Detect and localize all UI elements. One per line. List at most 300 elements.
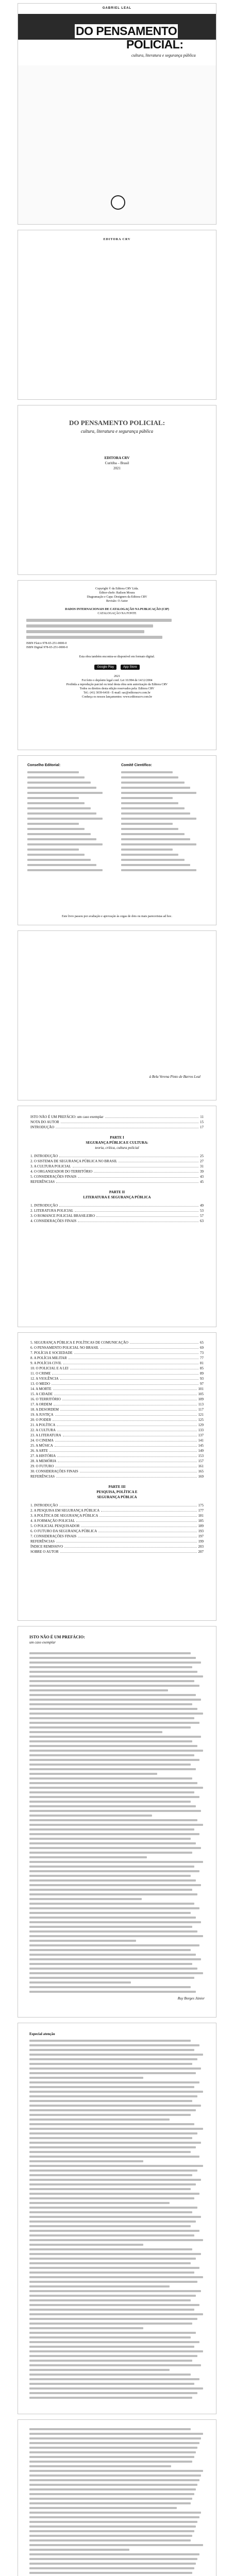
text-line — [29, 1866, 194, 1868]
text-line — [29, 2539, 191, 2541]
toc2-part3-label: PARTE III — [108, 1485, 126, 1489]
toc-leader — [59, 1503, 196, 1506]
isbn-print: ISBN Físico 978-65-251-0000-0 — [26, 642, 67, 645]
toc-entry[interactable] — [30, 1428, 204, 1433]
text-line — [29, 2498, 192, 2500]
toc-entry[interactable] — [30, 1523, 204, 1529]
text-line — [29, 1968, 197, 1970]
toc-entry[interactable] — [30, 1174, 204, 1179]
toc-entry[interactable] — [30, 1397, 204, 1402]
text-line — [29, 2054, 203, 2056]
text-line — [29, 2364, 201, 2366]
text-line — [29, 2428, 191, 2430]
board-left-list — [27, 771, 113, 871]
text-line — [29, 2397, 192, 2399]
toc-entry[interactable] — [30, 1474, 204, 1479]
toc-entry[interactable] — [30, 1366, 204, 1371]
text-line — [29, 1949, 191, 1951]
board-member-line — [121, 838, 190, 840]
preface-subtitle: um caso exemplar — [29, 1640, 56, 1645]
board-member-line — [121, 818, 196, 820]
board-member-line — [27, 807, 91, 809]
toc-entry[interactable] — [30, 1503, 204, 1508]
text-line — [29, 2225, 191, 2227]
text-line — [29, 2123, 194, 2125]
text-line — [29, 1694, 196, 1696]
toc-entry[interactable] — [30, 1213, 204, 1218]
toc-entry-label: 6. O PENSAMENTO POLICIAL NO BRASIL — [30, 1346, 99, 1350]
text-line — [29, 2077, 143, 2079]
text-line — [29, 2470, 203, 2472]
toc-entry[interactable] — [30, 1218, 204, 1224]
cip-block — [26, 619, 208, 639]
toc-entry-label: 5. O POLICIAL PESQUISADOR — [30, 1524, 80, 1528]
toc-entry-label: 25. A MÚSICA — [30, 1444, 53, 1448]
toc-leader — [60, 1549, 197, 1553]
toc-entry[interactable] — [30, 1513, 204, 1518]
text-line — [29, 2442, 199, 2444]
toc-entry[interactable] — [30, 1448, 204, 1453]
toc-entry[interactable] — [30, 1407, 204, 1412]
text-line — [29, 1940, 136, 1942]
toc-entry-label: 13. O MEDO — [30, 1382, 50, 1386]
rights-phone: Tel.: (41) 3039-6418 - E-mail: sac@editoracrv.com.br — [83, 691, 151, 694]
toc-leader — [130, 1340, 198, 1344]
text-line — [29, 1963, 192, 1965]
toc-entry-page: 15 — [200, 1120, 204, 1124]
toc-leader — [105, 1114, 199, 1118]
text-line — [29, 2461, 192, 2463]
toc-leader — [78, 1174, 198, 1178]
toc2-part3-sub: SEGURANÇA PÚBLICA — [97, 1495, 137, 1499]
toc-entry[interactable] — [30, 1154, 204, 1159]
text-line — [29, 1773, 157, 1775]
toc-entry[interactable] — [30, 1459, 204, 1464]
toc-entry[interactable] — [30, 1417, 204, 1422]
toc-leader — [60, 1376, 198, 1380]
toc-entry-label: 24. O CINEMA — [30, 1438, 54, 1443]
toc1-part-title: SEGURANÇA PÚBLICA E CULTURA: — [86, 1141, 148, 1145]
text-line — [29, 2114, 191, 2116]
google-play-label: Google Play — [97, 666, 114, 669]
board-member-line — [27, 782, 91, 784]
text-line — [29, 1685, 199, 1687]
toc-entry[interactable] — [30, 1464, 204, 1469]
text-line — [29, 2299, 191, 2301]
text-line — [29, 2465, 171, 2467]
toc-entry[interactable] — [30, 1469, 204, 1474]
text-line — [29, 2179, 201, 2181]
text-line — [29, 1680, 194, 1682]
board-member-line — [121, 869, 196, 871]
text-line — [29, 2332, 196, 2334]
toc-entry-page: 39 — [200, 1170, 204, 1174]
toc2-part3-list — [30, 1503, 204, 1554]
text-line — [29, 2285, 170, 2287]
text-line — [29, 1703, 192, 1705]
toc-entry-label: 7. POLÍCIA E SOCIEDADE — [30, 1351, 73, 1355]
toc-entry[interactable] — [30, 1453, 204, 1459]
toc-entry[interactable] — [30, 1529, 204, 1534]
toc1-part2-label: PARTE II — [109, 1190, 125, 1194]
board-right-list — [121, 771, 207, 871]
editorial-board-page — [18, 755, 216, 925]
toc-leader — [57, 1453, 196, 1457]
toc-leader — [49, 1448, 196, 1452]
text-line — [29, 2137, 192, 2139]
toc-entry[interactable] — [30, 1340, 204, 1345]
toc-leader — [58, 1459, 196, 1462]
toc2-list — [30, 1340, 204, 1479]
toc-entry-page: 149 — [198, 1449, 204, 1453]
toc-entry[interactable] — [30, 1114, 204, 1120]
toc-leader — [56, 1125, 198, 1128]
text-line — [29, 2049, 194, 2051]
text-line — [29, 2067, 201, 2070]
toc-entry-page: 113 — [198, 1402, 204, 1406]
board-member-line — [27, 771, 79, 773]
board-member-line — [121, 849, 173, 851]
toc-entry[interactable] — [30, 1438, 204, 1443]
cover-subtitle: cultura, literatura e segurança pública — [131, 53, 196, 58]
toc-leader — [98, 1529, 196, 1532]
text-line — [29, 1722, 199, 1724]
toc-entry[interactable] — [30, 1345, 204, 1350]
text-line — [29, 2151, 191, 2153]
toc-leader — [74, 1350, 198, 1354]
board-member-line — [121, 797, 173, 799]
toc-entry-label: 6. O FUTURO DA SEGURANÇA PÚBLICA — [30, 1529, 97, 1533]
toc-entry[interactable] — [30, 1508, 204, 1513]
text-line — [29, 2202, 170, 2204]
board-member-line — [121, 859, 185, 861]
toc-entry-page: 77 — [200, 1356, 204, 1360]
text-line — [29, 2355, 197, 2357]
board-member-line — [27, 828, 85, 830]
text-line — [29, 1689, 168, 1691]
text-line — [29, 2170, 197, 2172]
toc-entry-page: 193 — [198, 1529, 204, 1533]
toc-entry-label: 2. A PESQUISA EM SEGURANÇA PÚBLICA — [30, 1509, 100, 1513]
text-line — [29, 2100, 192, 2102]
text-line — [29, 1717, 194, 1719]
toc-entry[interactable] — [30, 1355, 204, 1361]
text-line — [29, 2521, 197, 2523]
board-member-line — [121, 864, 190, 866]
text-line — [29, 1759, 199, 1761]
toc2-part3-title: PESQUISA, POLÍTICA E — [96, 1490, 138, 1494]
text-line — [29, 1986, 191, 1988]
text-line — [29, 1740, 192, 1742]
toc-entry[interactable] — [30, 1376, 204, 1381]
toc-entry-page: 27 — [200, 1159, 204, 1163]
toc-leader — [75, 1208, 198, 1212]
toc-entry-label: REFERÊNCIAS — [30, 1539, 55, 1544]
toc-leader — [62, 1397, 197, 1400]
title-page — [18, 405, 216, 575]
toc-entry-label: NOTA DO AUTOR — [30, 1120, 59, 1124]
copyright-line-4: Revisão: O Autor — [106, 600, 128, 603]
toc-entry[interactable] — [30, 1169, 204, 1174]
toc-entry-label: ISTO NÃO É UM PREFÁCIO: um caso exemplar — [30, 1115, 104, 1119]
toc-entry-label: 5. CONSIDERAÇÕES FINAIS — [30, 1175, 77, 1179]
text-line — [29, 2313, 203, 2315]
text-line — [29, 1898, 142, 1900]
toc-entry[interactable] — [30, 1179, 204, 1184]
board-member-line — [121, 776, 178, 778]
toc-entry[interactable] — [30, 1381, 204, 1386]
text-line — [29, 1787, 203, 1789]
text-line — [29, 1815, 152, 1817]
text-line — [29, 2346, 194, 2348]
text-line — [29, 1981, 131, 1984]
text-line — [29, 2327, 143, 2329]
toc-leader — [60, 1407, 197, 1411]
text-line — [29, 2535, 192, 2537]
toc-entry-page: 43 — [200, 1175, 204, 1179]
board-member-line — [121, 807, 185, 809]
toc-entry-page: 203 — [198, 1545, 204, 1549]
toc-entry[interactable] — [30, 1159, 204, 1164]
toc-entry[interactable] — [30, 1125, 204, 1130]
toc-entry[interactable] — [30, 1361, 204, 1366]
toc-entry-page: 153 — [198, 1454, 204, 1458]
text-line — [29, 2230, 199, 2232]
text-line — [29, 2248, 192, 2250]
toc-entry[interactable] — [30, 1422, 204, 1428]
text-line — [29, 1750, 203, 1752]
copyright-line-3: Diagramação e Capa: Designers da Editora CRV — [87, 596, 147, 599]
toc-entry[interactable] — [30, 1539, 204, 1544]
text-line — [29, 1791, 194, 1793]
rights-address: Todos os direitos desta edição reservados pela: Editora CRV — [79, 687, 155, 690]
toc-entry-page: 197 — [198, 1534, 204, 1538]
text-line — [29, 2451, 196, 2453]
text-line — [29, 2216, 201, 2218]
toc-entry-page: 117 — [198, 1408, 204, 1412]
toc-entry-label: 9. A POLÍCIA CIVIL — [30, 1361, 62, 1365]
text-line — [29, 2183, 196, 2185]
toc-entry-label: 3. A POLÍTICA DE SEGURANÇA PÚBLICA — [30, 1514, 98, 1518]
text-line — [29, 1875, 191, 1877]
toc-entry-label: 2. O SISTEMA DE SEGURANÇA PÚBLICA NO BRASIL — [30, 1159, 118, 1163]
text-line — [29, 1782, 197, 1784]
rights-site[interactable]: Conheça os nossos lançamentos: www.editoracrv.com.br — [81, 696, 153, 699]
text-line — [29, 1828, 194, 1831]
toc-leader — [56, 1539, 196, 1543]
toc-entry-page: 85 — [200, 1366, 204, 1370]
board-member-line — [27, 823, 79, 825]
toc-entry[interactable] — [30, 1203, 204, 1208]
toc-entry-label: 1. INTRODUÇÃO — [30, 1154, 58, 1158]
toc-leader — [52, 1381, 198, 1385]
text-line — [29, 2475, 201, 2477]
text-line — [29, 1879, 196, 1882]
toc-entry-label: 2. LITERATURA POLICIAL — [30, 1209, 74, 1213]
text-line — [29, 1708, 197, 1710]
toc-entry-page: 109 — [198, 1397, 204, 1401]
toc-leader — [61, 1120, 198, 1123]
text-line — [29, 1861, 203, 1863]
text-line — [29, 2165, 203, 2167]
toc-entry[interactable] — [30, 1386, 204, 1392]
text-line — [29, 1893, 197, 1895]
toc-entry-page: 181 — [198, 1514, 204, 1518]
rights-year: 2021 — [114, 675, 120, 678]
board-member-line — [121, 812, 190, 815]
text-line — [29, 1810, 201, 1812]
toc-entry[interactable] — [30, 1544, 204, 1549]
toc-entry-page: 125 — [198, 1418, 204, 1422]
text-line — [29, 2188, 191, 2190]
board-member-line — [121, 802, 178, 804]
text-line — [29, 2040, 191, 2042]
toc-entry-label: 5. SEGURANÇA PÚBLICA E POLÍTICAS DE COMUNICAÇÃO — [30, 1341, 128, 1345]
toc-entry[interactable] — [30, 1518, 204, 1523]
toc-entry-label: 20. O PODER — [30, 1418, 52, 1422]
text-line — [29, 2433, 203, 2435]
toc-entry[interactable] — [30, 1534, 204, 1539]
toc-entry-label: REFERÊNCIAS — [30, 1475, 55, 1479]
toc-entry[interactable] — [30, 1549, 204, 1554]
toc-entry-page: 57 — [200, 1214, 204, 1218]
board-member-line — [121, 787, 190, 789]
toc-leader — [73, 1164, 198, 1167]
title-page-year: 2021 — [113, 466, 121, 470]
text-line — [29, 2095, 197, 2097]
text-line — [29, 2290, 201, 2292]
text-line — [29, 2086, 194, 2088]
toc-entry-label: 18. A DESORDEM — [30, 1408, 59, 1412]
board-member-line — [27, 859, 91, 861]
toc-entry[interactable] — [30, 1392, 204, 1397]
toc-entry-page: 137 — [198, 1433, 204, 1437]
toc-entry-label: 12. A VIOLÊNCIA — [30, 1377, 59, 1381]
toc-entry-label: REFERÊNCIAS — [30, 1180, 55, 1184]
toc-entry-page: 31 — [200, 1164, 204, 1168]
text-line — [29, 2456, 194, 2458]
toc-leader — [55, 1443, 197, 1447]
toc-entry[interactable] — [30, 1164, 204, 1169]
text-line — [29, 2387, 203, 2389]
text-line — [29, 1713, 203, 1715]
text-line — [29, 2132, 197, 2134]
copyright-line-2: Editor-chefe: Railson Moura — [99, 591, 135, 595]
board-member-line — [27, 797, 79, 799]
toc-entry-label: 27. A HISTÓRIA — [30, 1454, 56, 1458]
board-member-line — [27, 869, 103, 871]
board-member-line — [27, 812, 96, 815]
text-line — [29, 2502, 191, 2504]
toc-leader — [101, 1508, 196, 1512]
text-line — [29, 1764, 191, 1766]
text-line — [29, 1889, 192, 1891]
toc-entry-page: 81 — [200, 1361, 204, 1365]
text-line — [29, 1944, 199, 1946]
toc-entry-label: 22. A CULTURA — [30, 1428, 56, 1432]
board-member-line — [27, 787, 96, 789]
toc-entry-page: 177 — [198, 1509, 204, 1513]
text-line — [29, 2267, 199, 2269]
toc-entry-label: 14. A MORTE — [30, 1387, 52, 1391]
toc-entry-label: 21. A POLÍTICA — [30, 1423, 56, 1427]
toc-entry-page: 141 — [198, 1438, 204, 1443]
text-line — [29, 2350, 203, 2352]
toc-leader — [56, 1179, 198, 1183]
toc-entry-page: 17 — [200, 1125, 204, 1129]
toc-entry[interactable] — [30, 1350, 204, 1355]
store-label: Esta obra também encontra-se disponível em formato digital. — [79, 655, 155, 658]
copyright-page — [18, 580, 216, 750]
text-line — [29, 2276, 203, 2278]
toc-entry[interactable] — [30, 1208, 204, 1213]
preface-title: ISTO NÃO É UM PREFÁCIO: — [29, 1635, 85, 1639]
toc-entry[interactable] — [30, 1412, 204, 1417]
half-title-page — [18, 230, 216, 400]
text-line — [29, 2234, 194, 2236]
toc-leader — [57, 1428, 197, 1431]
toc-entry-label: ÍNDICE REMISSIVO — [30, 1545, 63, 1549]
body2-text — [29, 2428, 205, 2576]
text-line — [29, 1917, 196, 1919]
text-line — [29, 2262, 191, 2264]
text-line — [29, 2281, 197, 2283]
text-line — [29, 1954, 196, 1956]
rights-text: Foi feito o depósito legal conf. Lei 10.994 de 14/12/2004 — [81, 679, 153, 682]
cip-title: DADOS INTERNACIONAIS DE CATALOGAÇÃO NA PUBLICAÇÃO (CIP) — [65, 608, 169, 611]
preface-signature: Ruy Borges Júnior — [177, 1996, 205, 2001]
text-line — [29, 1935, 203, 1937]
toc-entry-label: 3. O ROMANCE POLICIAL BRASILEIRO — [30, 1214, 95, 1218]
toc-leader — [94, 1169, 198, 1173]
toc-leader — [53, 1417, 196, 1421]
board-footer-note: Este livro passou por avaliação e aprovação às cegas de dois ou mais pareceristas ad hoc. — [62, 915, 172, 918]
text-line — [29, 1856, 147, 1858]
toc-entry-label: 30. CONSIDERAÇÕES FINAIS — [30, 1469, 78, 1473]
toc-entry[interactable] — [30, 1402, 204, 1407]
google-play-badge[interactable] — [94, 665, 116, 670]
toc-entry[interactable] — [30, 1433, 204, 1438]
text-line — [29, 2549, 129, 2551]
board-right-title: Comitê Científico: — [121, 764, 152, 767]
toc-entry-label: 4. O ORGANIZADOR DO TERRITÓRIO — [30, 1170, 93, 1174]
toc-entry-page: 11 — [200, 1115, 204, 1119]
toc-leader — [70, 1366, 198, 1369]
text-line — [29, 2563, 196, 2565]
toc-entry-label: 7. CONSIDERAÇÕES FINAIS — [30, 1534, 77, 1538]
toc-entry-page: 49 — [200, 1204, 204, 1208]
toc-entry-page: 93 — [200, 1377, 204, 1381]
toc-leader — [59, 1203, 198, 1207]
toc-leader — [76, 1518, 196, 1522]
toc1-part1-list — [30, 1154, 204, 1184]
publisher-logo-icon — [111, 195, 125, 210]
text-line — [29, 1884, 201, 1886]
board-member-line — [27, 838, 96, 840]
text-line — [29, 1777, 192, 1780]
toc-entry[interactable] — [30, 1443, 204, 1448]
title-page-title: DO PENSAMENTO POLICIAL: — [69, 419, 165, 427]
toc-leader — [78, 1534, 196, 1537]
toc-entry-page: 97 — [200, 1382, 204, 1386]
board-member-line — [27, 864, 96, 866]
toc-entry[interactable] — [30, 1371, 204, 1376]
toc-entry-page: 69 — [200, 1346, 204, 1350]
toc-leader — [96, 1213, 198, 1217]
app-store-badge[interactable] — [121, 665, 140, 670]
toc-entry[interactable] — [30, 1120, 204, 1125]
cover-title-2: POLICIAL: — [126, 38, 183, 51]
